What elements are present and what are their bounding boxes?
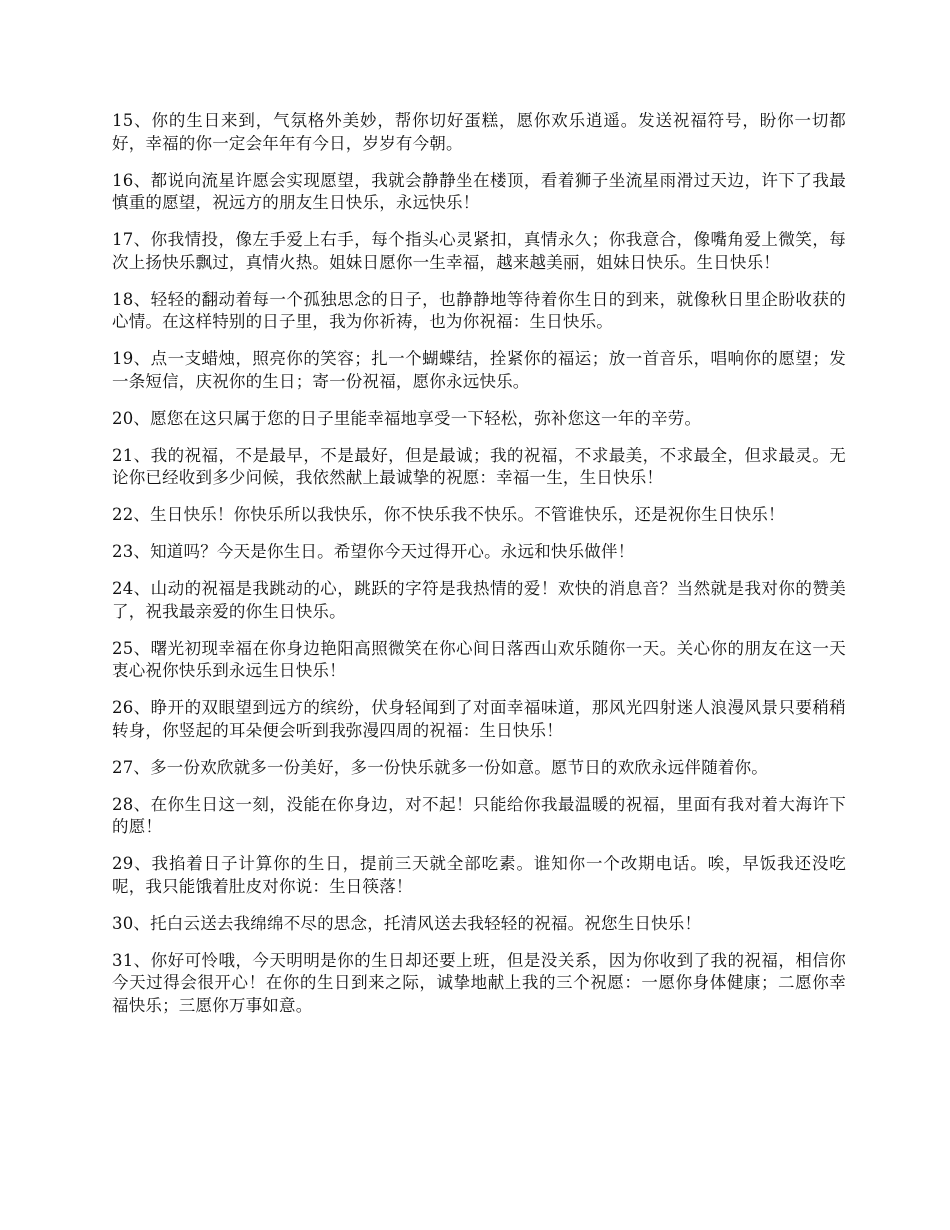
paragraph-30: 30、托白云送去我绵绵不尽的思念，托清风送去我轻轻的祝福。祝您生日快乐！ [112,913,702,933]
paragraph-29: 29、我掐着日子计算你的生日，提前三天就全部吃素。谁知你一个改期电话。唉，早饭我还没吃呢，我只能饿着肚皮对你说：生日筷落！ [112,854,846,896]
paragraph-24: 24、山动的祝福是我跳动的心，跳跃的字符是我热情的爱！欢快的消息音？当然就是我对你的赞美了，祝我最亲爱的你生日快乐。 [112,579,846,621]
paragraph-25: 25、曙光初现幸福在你身边艳阳高照微笑在你心间日落西山欢乐随你一天。关心你的朋友在这一天衷心祝你快乐到永远生日快乐！ [112,638,846,680]
paragraph-26: 26、睁开的双眼望到远方的缤纷，伏身轻闻到了对面幸福味道，那风光四射迷人浪漫风景只要稍稍转身，你竖起的耳朵便会听到我弥漫四周的祝福：生日快乐！ [112,698,846,740]
paragraph-22: 22、生日快乐！你快乐所以我快乐，你不快乐我不快乐。不管谁快乐，还是祝你生日快乐！ [112,505,785,524]
document-page [112,110,846,1032]
paragraph-18: 18、轻轻的翻动着每一个孤独思念的日子，也静静地等待着你生日的到来，就像秋日里企盼收获的心情。在这样特别的日子里，我为你祈祷，也为你祝福：生日快乐。 [112,289,846,331]
paragraph-31: 31、你好可怜哦，今天明明是你的生日却还要上班，但是没关系，因为你收到了我的祝福，相信你今天过得会很开心！在你的生日到来之际，诚挚地献上我的三个祝愿：一愿你身体健康；二愿你幸福快乐；三愿你万事如意。 [112,950,846,1015]
paragraph-20: 20、愿您在这只属于您的日子里能幸福地享受一下轻松，弥补您这一年的辛劳。 [112,408,702,428]
paragraph-21: 21、我的祝福，不是最早，不是最好，但是最诚；我的祝福，不求最美，不求最全，但求最灵。无论你已经收到多少问候，我依然献上最诚挚的祝愿：幸福一生，生日快乐！ [112,445,846,487]
paragraph-23: 23、知道吗？今天是你生日。希望你今天过得开心。永远和快乐做伴！ [112,542,635,561]
paragraph-16: 16、都说向流星许愿会实现愿望，我就会静静坐在楼顶，看着狮子坐流星雨滑过天边，许下了我最慎重的愿望，祝远方的朋友生日快乐，永远快乐！ [112,170,846,212]
paragraph-17: 17、你我情投，像左手爱上右手，每个指头心灵紧扣，真情永久；你我意合，像嘴角爱上微笑，每次上扬快乐飘过，真情火热。姐妹日愿你一生幸福，越来越美丽，姐妹日快乐。生日快乐！ [112,230,846,272]
paragraph-27: 27、多一份欢欣就多一份美好，多一份快乐就多一份如意。愿节日的欢欣永远伴随着你。 [112,757,768,777]
paragraph-15: 15、你的生日来到，气氛格外美妙，帮你切好蛋糕，愿你欢乐逍遥。发送祝福符号，盼你一切都好，幸福的你一定会年年有今日，岁岁有今朝。 [112,111,846,153]
paragraph-19: 19、点一支蜡烛，照亮你的笑容；扎一个蝴蝶结，拴紧你的福运；放一首音乐，唱响你的愿望；发一条短信，庆祝你的生日；寄一份祝福，愿你永远快乐。 [112,349,846,391]
paragraph-28: 28、在你生日这一刻，没能在你身边，对不起！只能给你我最温暖的祝福，里面有我对着大海许下的愿！ [112,794,846,836]
